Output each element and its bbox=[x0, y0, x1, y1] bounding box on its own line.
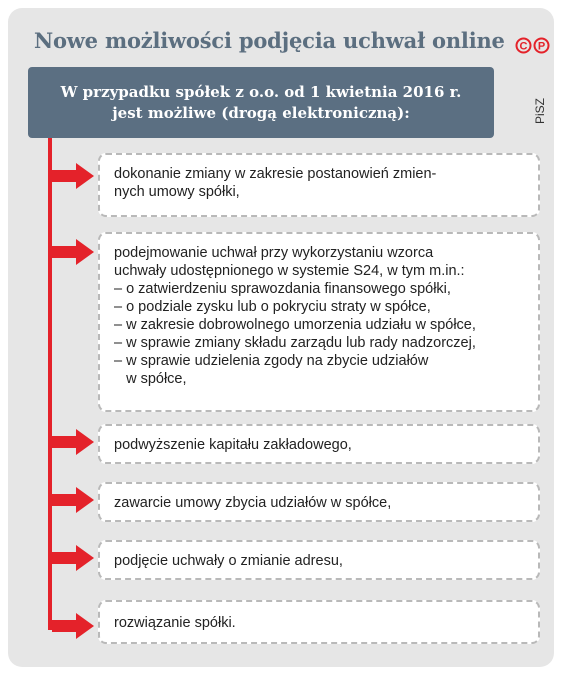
arrow-icon bbox=[52, 429, 94, 455]
item-line: – w sprawie zmiany składu zarządu lub rady nadzorczej, bbox=[114, 335, 476, 351]
item-line: w spółce, bbox=[114, 371, 187, 387]
item-line: dokonanie zmiany w zakresie postanowień zmien- bbox=[114, 166, 437, 182]
item-line: podwyższenie kapitału zakładowego, bbox=[114, 437, 352, 453]
arrow-icon bbox=[52, 239, 94, 265]
list-item bbox=[98, 600, 540, 644]
list-item bbox=[98, 424, 540, 464]
copyright-publisher-logo-icon bbox=[515, 37, 551, 54]
arrow-icon bbox=[52, 487, 94, 513]
item-line: – o zatwierdzeniu sprawozdania finansowego spółki, bbox=[114, 281, 451, 297]
arrow-icon bbox=[52, 613, 94, 639]
arrow-icon bbox=[52, 545, 94, 571]
item-line: – w zakresie dobrowolnego umorzenia udziału w spółce, bbox=[114, 317, 476, 333]
item-line: – o podziale zysku lub o pokryciu straty w spółce, bbox=[114, 299, 431, 315]
item-line: nych umowy spółki, bbox=[114, 184, 240, 200]
item-line: zawarcie umowy zbycia udziałów w spółce, bbox=[114, 495, 392, 511]
item-line: rozwiązanie spółki. bbox=[114, 615, 236, 631]
list-item bbox=[98, 540, 540, 580]
source-label: PiSZ bbox=[533, 98, 547, 125]
header-line-2: jest możliwe (drogą elektroniczną): bbox=[112, 103, 410, 122]
list-item bbox=[98, 232, 540, 412]
infographic-title: Nowe możliwości podjęcia uchwał online bbox=[34, 28, 505, 53]
item-line: – w sprawie udzielenia zgody na zbycie udziałów bbox=[114, 353, 429, 369]
header-box bbox=[28, 67, 494, 138]
item-line: podjęcie uchwały o zmianie adresu, bbox=[114, 553, 343, 569]
item-line: uchwały udostępnionego w systemie S24, w tym m.in.: bbox=[114, 263, 465, 279]
svg-text:C: C bbox=[519, 40, 528, 53]
item-line: podejmowanie uchwał przy wykorzystaniu wzorca bbox=[114, 245, 434, 261]
svg-text:P: P bbox=[537, 40, 546, 53]
header-line-1: W przypadku spółek z o.o. od 1 kwietnia 2016 r. bbox=[60, 82, 462, 101]
list-item bbox=[98, 153, 540, 217]
list-item bbox=[98, 482, 540, 522]
arrow-icon bbox=[52, 163, 94, 189]
